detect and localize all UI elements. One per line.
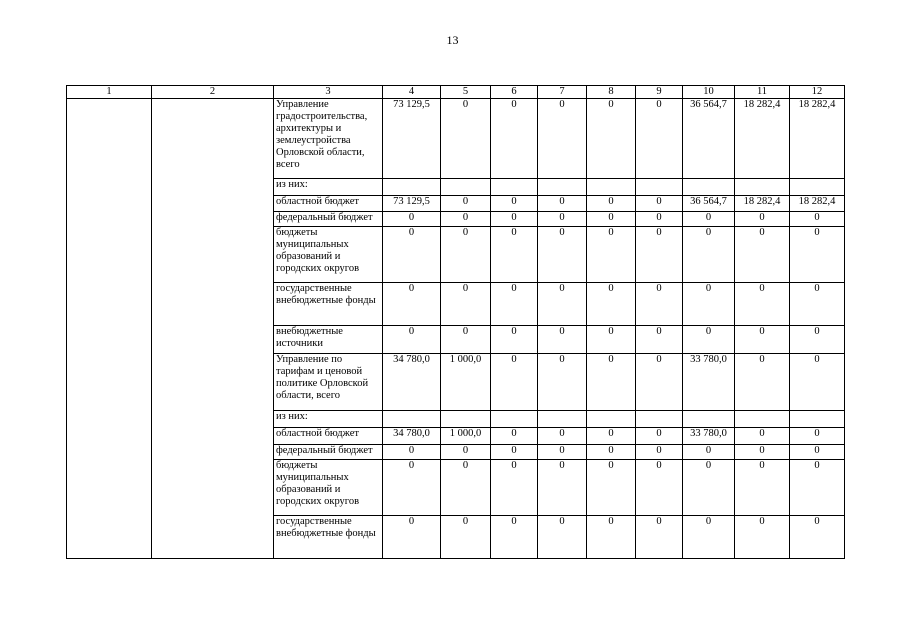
row-label: внебюджетные источники (274, 326, 383, 354)
header-cell-1: 1 (67, 86, 152, 99)
value-cell-col-12: 0 (790, 354, 845, 411)
value-cell-col-4: 0 (383, 283, 441, 326)
value-cell-col-6: 0 (491, 326, 538, 354)
value-cell-col-4: 0 (383, 326, 441, 354)
value-cell-col-10: 33 780,0 (683, 354, 735, 411)
value-cell-col-7: 0 (538, 99, 587, 179)
value-cell-col-8: 0 (587, 212, 636, 227)
value-cell-col-11: 18 282,4 (735, 99, 790, 179)
value-cell-col-11: 0 (735, 227, 790, 283)
value-cell-col-12: 0 (790, 326, 845, 354)
value-cell-col-8: 0 (587, 354, 636, 411)
value-cell-col-10 (683, 179, 735, 196)
value-cell-col-6: 0 (491, 283, 538, 326)
header-cell-7: 7 (538, 86, 587, 99)
value-cell-col-9: 0 (636, 227, 683, 283)
value-cell-col-12: 0 (790, 283, 845, 326)
value-cell-col-11 (735, 179, 790, 196)
value-cell-col-12: 0 (790, 227, 845, 283)
value-cell-col-10: 0 (683, 283, 735, 326)
row-label: федеральный бюджет (274, 212, 383, 227)
value-cell-col-6: 0 (491, 212, 538, 227)
value-cell-col-6: 0 (491, 428, 538, 445)
value-cell-col-10: 0 (683, 516, 735, 559)
value-cell-col-11: 0 (735, 354, 790, 411)
value-cell-col-9: 0 (636, 445, 683, 460)
value-cell-col-4: 0 (383, 445, 441, 460)
value-cell-col-10: 33 780,0 (683, 428, 735, 445)
value-cell-col-9: 0 (636, 99, 683, 179)
blank-col-2 (152, 99, 274, 559)
value-cell-col-5: 0 (441, 212, 491, 227)
value-cell-col-9 (636, 411, 683, 428)
row-label: областной бюджет (274, 196, 383, 212)
value-cell-col-8: 0 (587, 428, 636, 445)
value-cell-col-8: 0 (587, 460, 636, 516)
value-cell-col-10: 0 (683, 326, 735, 354)
value-cell-col-4: 34 780,0 (383, 428, 441, 445)
value-cell-col-5: 0 (441, 460, 491, 516)
value-cell-col-6: 0 (491, 354, 538, 411)
row-label: Управление градостроительства, архитектуры и землеустройства Орловской области, всего (274, 99, 383, 179)
value-cell-col-11: 0 (735, 516, 790, 559)
value-cell-col-11: 0 (735, 283, 790, 326)
value-cell-col-6: 0 (491, 99, 538, 179)
value-cell-col-6: 0 (491, 445, 538, 460)
value-cell-col-8: 0 (587, 227, 636, 283)
value-cell-col-7: 0 (538, 283, 587, 326)
header-cell-6: 6 (491, 86, 538, 99)
value-cell-col-9: 0 (636, 326, 683, 354)
header-cell-5: 5 (441, 86, 491, 99)
header-cell-11: 11 (735, 86, 790, 99)
value-cell-col-5: 0 (441, 516, 491, 559)
value-cell-col-10 (683, 411, 735, 428)
value-cell-col-7: 0 (538, 196, 587, 212)
value-cell-col-5: 0 (441, 445, 491, 460)
value-cell-col-11 (735, 411, 790, 428)
row-label: областной бюджет (274, 428, 383, 445)
header-cell-12: 12 (790, 86, 845, 99)
value-cell-col-7: 0 (538, 445, 587, 460)
value-cell-col-12: 18 282,4 (790, 99, 845, 179)
value-cell-col-5: 0 (441, 283, 491, 326)
header-cell-2: 2 (152, 86, 274, 99)
header-cell-8: 8 (587, 86, 636, 99)
row-label: Управление по тарифам и ценовой политике Орловской области, всего (274, 354, 383, 411)
header-cell-4: 4 (383, 86, 441, 99)
value-cell-col-11: 0 (735, 445, 790, 460)
value-cell-col-8: 0 (587, 99, 636, 179)
value-cell-col-5: 0 (441, 227, 491, 283)
value-cell-col-6 (491, 411, 538, 428)
value-cell-col-12: 0 (790, 445, 845, 460)
value-cell-col-7: 0 (538, 212, 587, 227)
value-cell-col-11: 0 (735, 428, 790, 445)
row-label: из них: (274, 411, 383, 428)
value-cell-col-11: 0 (735, 326, 790, 354)
value-cell-col-9: 0 (636, 196, 683, 212)
value-cell-col-7: 0 (538, 428, 587, 445)
value-cell-col-11: 0 (735, 460, 790, 516)
value-cell-col-5 (441, 411, 491, 428)
value-cell-col-12 (790, 179, 845, 196)
value-cell-col-5: 0 (441, 326, 491, 354)
value-cell-col-9: 0 (636, 354, 683, 411)
value-cell-col-10: 36 564,7 (683, 196, 735, 212)
value-cell-col-8: 0 (587, 445, 636, 460)
value-cell-col-4: 34 780,0 (383, 354, 441, 411)
budget-table (66, 85, 845, 559)
value-cell-col-9: 0 (636, 212, 683, 227)
value-cell-col-4: 0 (383, 212, 441, 227)
value-cell-col-4: 0 (383, 227, 441, 283)
header-cell-10: 10 (683, 86, 735, 99)
value-cell-col-11: 0 (735, 212, 790, 227)
value-cell-col-7: 0 (538, 354, 587, 411)
row-label: государственные внебюджетные фонды (274, 283, 383, 326)
value-cell-col-12 (790, 411, 845, 428)
value-cell-col-5: 1 000,0 (441, 428, 491, 445)
row-label: из них: (274, 179, 383, 196)
value-cell-col-6 (491, 179, 538, 196)
value-cell-col-10: 0 (683, 212, 735, 227)
row-label: бюджеты муниципальных образований и городских округов (274, 460, 383, 516)
value-cell-col-4 (383, 179, 441, 196)
value-cell-col-8: 0 (587, 516, 636, 559)
value-cell-col-7 (538, 411, 587, 428)
value-cell-col-12: 0 (790, 428, 845, 445)
blank-col-1 (67, 99, 152, 559)
value-cell-col-12: 0 (790, 460, 845, 516)
value-cell-col-8: 0 (587, 326, 636, 354)
value-cell-col-11: 18 282,4 (735, 196, 790, 212)
row-label: бюджеты муниципальных образований и городских округов (274, 227, 383, 283)
page-number: 13 (446, 33, 459, 47)
value-cell-col-6: 0 (491, 516, 538, 559)
value-cell-col-10: 0 (683, 445, 735, 460)
value-cell-col-7: 0 (538, 516, 587, 559)
value-cell-col-12: 0 (790, 212, 845, 227)
value-cell-col-7: 0 (538, 227, 587, 283)
value-cell-col-10: 36 564,7 (683, 99, 735, 179)
value-cell-col-4: 73 129,5 (383, 99, 441, 179)
value-cell-col-7: 0 (538, 460, 587, 516)
value-cell-col-10: 0 (683, 227, 735, 283)
value-cell-col-5: 1 000,0 (441, 354, 491, 411)
value-cell-col-9: 0 (636, 516, 683, 559)
value-cell-col-10: 0 (683, 460, 735, 516)
table-body (67, 99, 845, 559)
value-cell-col-5: 0 (441, 99, 491, 179)
value-cell-col-8 (587, 411, 636, 428)
value-cell-col-8 (587, 179, 636, 196)
value-cell-col-5: 0 (441, 196, 491, 212)
value-cell-col-4: 0 (383, 516, 441, 559)
value-cell-col-4: 0 (383, 460, 441, 516)
value-cell-col-12: 18 282,4 (790, 196, 845, 212)
value-cell-col-7 (538, 179, 587, 196)
row-label: федеральный бюджет (274, 445, 383, 460)
value-cell-col-6: 0 (491, 196, 538, 212)
value-cell-col-5 (441, 179, 491, 196)
value-cell-col-8: 0 (587, 196, 636, 212)
value-cell-col-9: 0 (636, 283, 683, 326)
value-cell-col-4 (383, 411, 441, 428)
row-label: государственные внебюджетные фонды (274, 516, 383, 559)
value-cell-col-9: 0 (636, 460, 683, 516)
value-cell-col-6: 0 (491, 460, 538, 516)
value-cell-col-8: 0 (587, 283, 636, 326)
value-cell-col-7: 0 (538, 326, 587, 354)
value-cell-col-12: 0 (790, 516, 845, 559)
value-cell-col-9 (636, 179, 683, 196)
value-cell-col-6: 0 (491, 227, 538, 283)
header-cell-9: 9 (636, 86, 683, 99)
table-row (67, 99, 845, 179)
header-row (67, 86, 845, 99)
value-cell-col-4: 73 129,5 (383, 196, 441, 212)
value-cell-col-9: 0 (636, 428, 683, 445)
header-cell-3: 3 (274, 86, 383, 99)
